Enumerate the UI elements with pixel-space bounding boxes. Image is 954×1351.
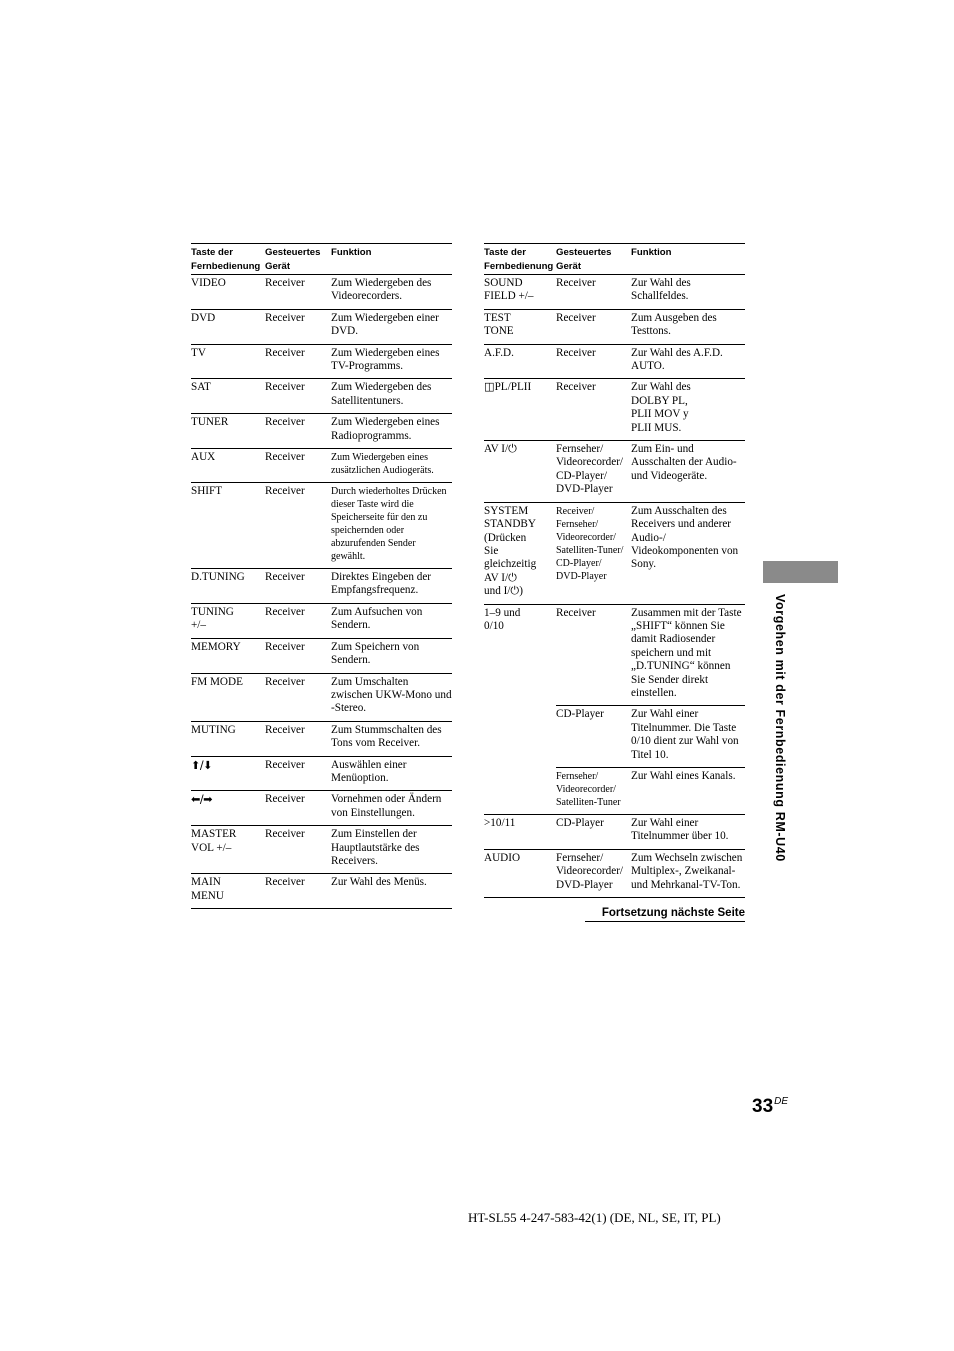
key-cell: MAIN MENU — [191, 874, 265, 909]
function-cell: Zur Wahl des DOLBY PL, PLII MOV y PLII MUS. — [631, 379, 745, 441]
key-cell: ◫PL/PLII — [484, 379, 556, 441]
section-tab-marker — [763, 561, 838, 583]
table-row — [191, 874, 452, 909]
function-cell: Zur Wahl des Menüs. — [331, 874, 452, 909]
function-cell: Zum Aufsuchen von Sendern. — [331, 603, 452, 638]
table-row — [191, 721, 452, 756]
function-cell: Zum Wiedergeben eines TV-Programms. — [331, 344, 452, 379]
device-cell: Receiver — [265, 721, 331, 756]
key-cell: MUTING — [191, 721, 265, 756]
device-cell: Receiver — [265, 414, 331, 449]
table-row — [484, 309, 745, 344]
table-row — [191, 275, 452, 310]
footer-model-info: HT-SL55 4-247-583-42(1) (DE, NL, SE, IT, PL) — [468, 1210, 721, 1225]
function-cell: Zum Wiedergeben des Videorecorders. — [331, 275, 452, 310]
table-row — [191, 449, 452, 483]
table-row — [191, 414, 452, 449]
left-right-arrows-icon: ⬅/➡ — [191, 791, 265, 826]
header-function: Funktion — [631, 244, 745, 275]
table-row — [484, 502, 745, 604]
device-cell: Receiver — [556, 344, 631, 379]
device-cell: Receiver — [265, 483, 331, 569]
key-cell: SYSTEM STANDBY (Drücken Sie gleichzeitig AV I/⏻ und I/⏻) — [484, 502, 556, 604]
device-cell: Receiver — [265, 638, 331, 673]
device-cell: Receiver — [265, 791, 331, 826]
function-cell: Zum Wechseln zwischen Multiplex-, Zweikanal- und Mehrkanal-TV-Ton. — [631, 849, 745, 897]
device-cell: Receiver — [265, 874, 331, 909]
function-cell: Zum Ein- und Ausschalten der Audio- und Videogeräte. — [631, 441, 745, 503]
table-row — [191, 791, 452, 826]
function-cell: Zum Wiedergeben eines zusätzlichen Audiogeräts. — [331, 449, 452, 483]
function-cell: Zum Stummschalten des Tons vom Receiver. — [331, 721, 452, 756]
key-cell — [484, 768, 556, 815]
device-cell: Receiver — [265, 569, 331, 604]
function-cell: Zur Wahl des Schallfeldes. — [631, 275, 745, 310]
function-cell: Zum Ausschalten des Receivers und anderer Audio-/ Videokomponenten von Sony. — [631, 502, 745, 604]
function-cell: Auswählen einer Menüoption. — [331, 756, 452, 791]
device-cell: Receiver — [556, 275, 631, 310]
device-cell: Receiver — [265, 673, 331, 721]
header-controlled-device: Gesteuertes Gerät — [265, 244, 331, 275]
device-cell: Receiver — [265, 449, 331, 483]
page-language-suffix: DE — [774, 1096, 789, 1107]
key-cell — [484, 706, 556, 768]
function-cell: Zur Wahl eines Kanals. — [631, 768, 745, 815]
key-cell: TUNER — [191, 414, 265, 449]
function-cell: Zum Wiedergeben einer DVD. — [331, 309, 452, 344]
key-cell: >10/11 — [484, 815, 556, 850]
table-header-row — [191, 244, 452, 275]
key-cell: TEST TONE — [484, 309, 556, 344]
device-cell: Receiver — [265, 309, 331, 344]
table-row — [484, 604, 745, 706]
right-function-table — [484, 243, 745, 898]
function-cell: Zum Speichern von Sendern. — [331, 638, 452, 673]
key-cell: SOUND FIELD +/– — [484, 275, 556, 310]
key-cell: D.TUNING — [191, 569, 265, 604]
device-cell: Receiver — [265, 603, 331, 638]
table-row — [484, 344, 745, 379]
function-cell: Zum Wiedergeben des Satellitentuners. — [331, 379, 452, 414]
table-row — [191, 603, 452, 638]
device-cell: Receiver — [265, 826, 331, 874]
function-cell: Zusammen mit der Taste „SHIFT“ können Sie damit Radiosender speichern und mit „D.TUNING“ können Sie Sender direkt einstellen. — [631, 604, 745, 706]
device-cell: Receiver — [556, 604, 631, 706]
device-cell: Receiver — [265, 275, 331, 310]
page-number-value: 33 — [752, 1096, 774, 1117]
key-cell: AV I/⏻ — [484, 441, 556, 503]
device-cell: Receiver — [265, 379, 331, 414]
key-cell: AUDIO — [484, 849, 556, 897]
key-cell: MASTER VOL +/– — [191, 826, 265, 874]
table-row — [191, 826, 452, 874]
table-row — [191, 756, 452, 791]
device-cell: Receiver — [556, 309, 631, 344]
function-cell: Direktes Eingeben der Empfangsfrequenz. — [331, 569, 452, 604]
section-side-title: Vorgehen mit der Fernbedienung RM-U40 — [773, 594, 787, 862]
table-row — [484, 441, 745, 503]
function-cell: Zum Wiedergeben eines Radioprogramms. — [331, 414, 452, 449]
header-remote-key: Taste der Fernbedienung — [191, 244, 265, 275]
table-row — [484, 706, 745, 768]
continued-next-page: Fortsetzung nächste Seite — [585, 907, 745, 922]
key-cell: SHIFT — [191, 483, 265, 569]
page-number — [752, 1096, 788, 1118]
key-cell: AUX — [191, 449, 265, 483]
key-cell: TUNING +/– — [191, 603, 265, 638]
table-row — [484, 849, 745, 897]
key-cell: VIDEO — [191, 275, 265, 310]
key-cell: FM MODE — [191, 673, 265, 721]
header-remote-key: Taste der Fernbedienung — [484, 244, 556, 275]
table-row — [191, 379, 452, 414]
table-row — [191, 569, 452, 604]
left-function-table — [191, 243, 452, 909]
key-cell: 1–9 und 0/10 — [484, 606, 521, 632]
key-cell: SAT — [191, 379, 265, 414]
key-cell: A.F.D. — [484, 344, 556, 379]
device-cell: Fernseher/ Videorecorder/ CD-Player/ DVD-Player — [556, 441, 631, 503]
function-cell: Zur Wahl einer Titelnummer über 10. — [631, 815, 745, 850]
function-cell: Vornehmen oder Ändern von Einstellungen. — [331, 791, 452, 826]
function-cell: Zum Einstellen der Hauptlautstärke des Receivers. — [331, 826, 452, 874]
device-cell: Receiver — [556, 379, 631, 441]
device-cell: Receiver — [265, 344, 331, 379]
function-cell: Zum Umschalten zwischen UKW-Mono und -Stereo. — [331, 673, 452, 721]
table-row — [191, 673, 452, 721]
function-cell: Zum Ausgeben des Testtons. — [631, 309, 745, 344]
table-row — [484, 815, 745, 850]
key-cell: MEMORY — [191, 638, 265, 673]
device-cell: Receiver — [265, 756, 331, 791]
header-function: Funktion — [331, 244, 452, 275]
table-header-row — [484, 244, 745, 275]
table-row — [191, 483, 452, 569]
key-cell: TV — [191, 344, 265, 379]
up-down-arrows-icon: ⬆/⬇ — [191, 756, 265, 791]
table-row — [484, 768, 745, 815]
table-row — [191, 638, 452, 673]
device-cell: Fernseher/ Videorecorder/ DVD-Player — [556, 849, 631, 897]
key-cell: DVD — [191, 309, 265, 344]
table-row — [191, 344, 452, 379]
function-cell: Zur Wahl einer Titelnummer. Die Taste 0/10 dient zur Wahl von Titel 10. — [631, 706, 745, 768]
function-cell: Zur Wahl des A.F.D. AUTO. — [631, 344, 745, 379]
function-cell: Durch wiederholtes Drücken dieser Taste wird die Speicherseite für den zu speichernden oder abzurufenden Sender gewählt. — [331, 483, 452, 569]
header-controlled-device: Gesteuertes Gerät — [556, 244, 631, 275]
device-cell: CD-Player — [556, 815, 631, 850]
device-cell: Fernseher/ Videorecorder/ Satelliten-Tuner — [556, 768, 631, 815]
device-cell: CD-Player — [556, 706, 631, 768]
table-row — [484, 275, 745, 310]
device-cell: Receiver/ Fernseher/ Videorecorder/ Satelliten-Tuner/ CD-Player/ DVD-Player — [556, 502, 631, 604]
table-row — [191, 309, 452, 344]
table-row — [484, 379, 745, 441]
